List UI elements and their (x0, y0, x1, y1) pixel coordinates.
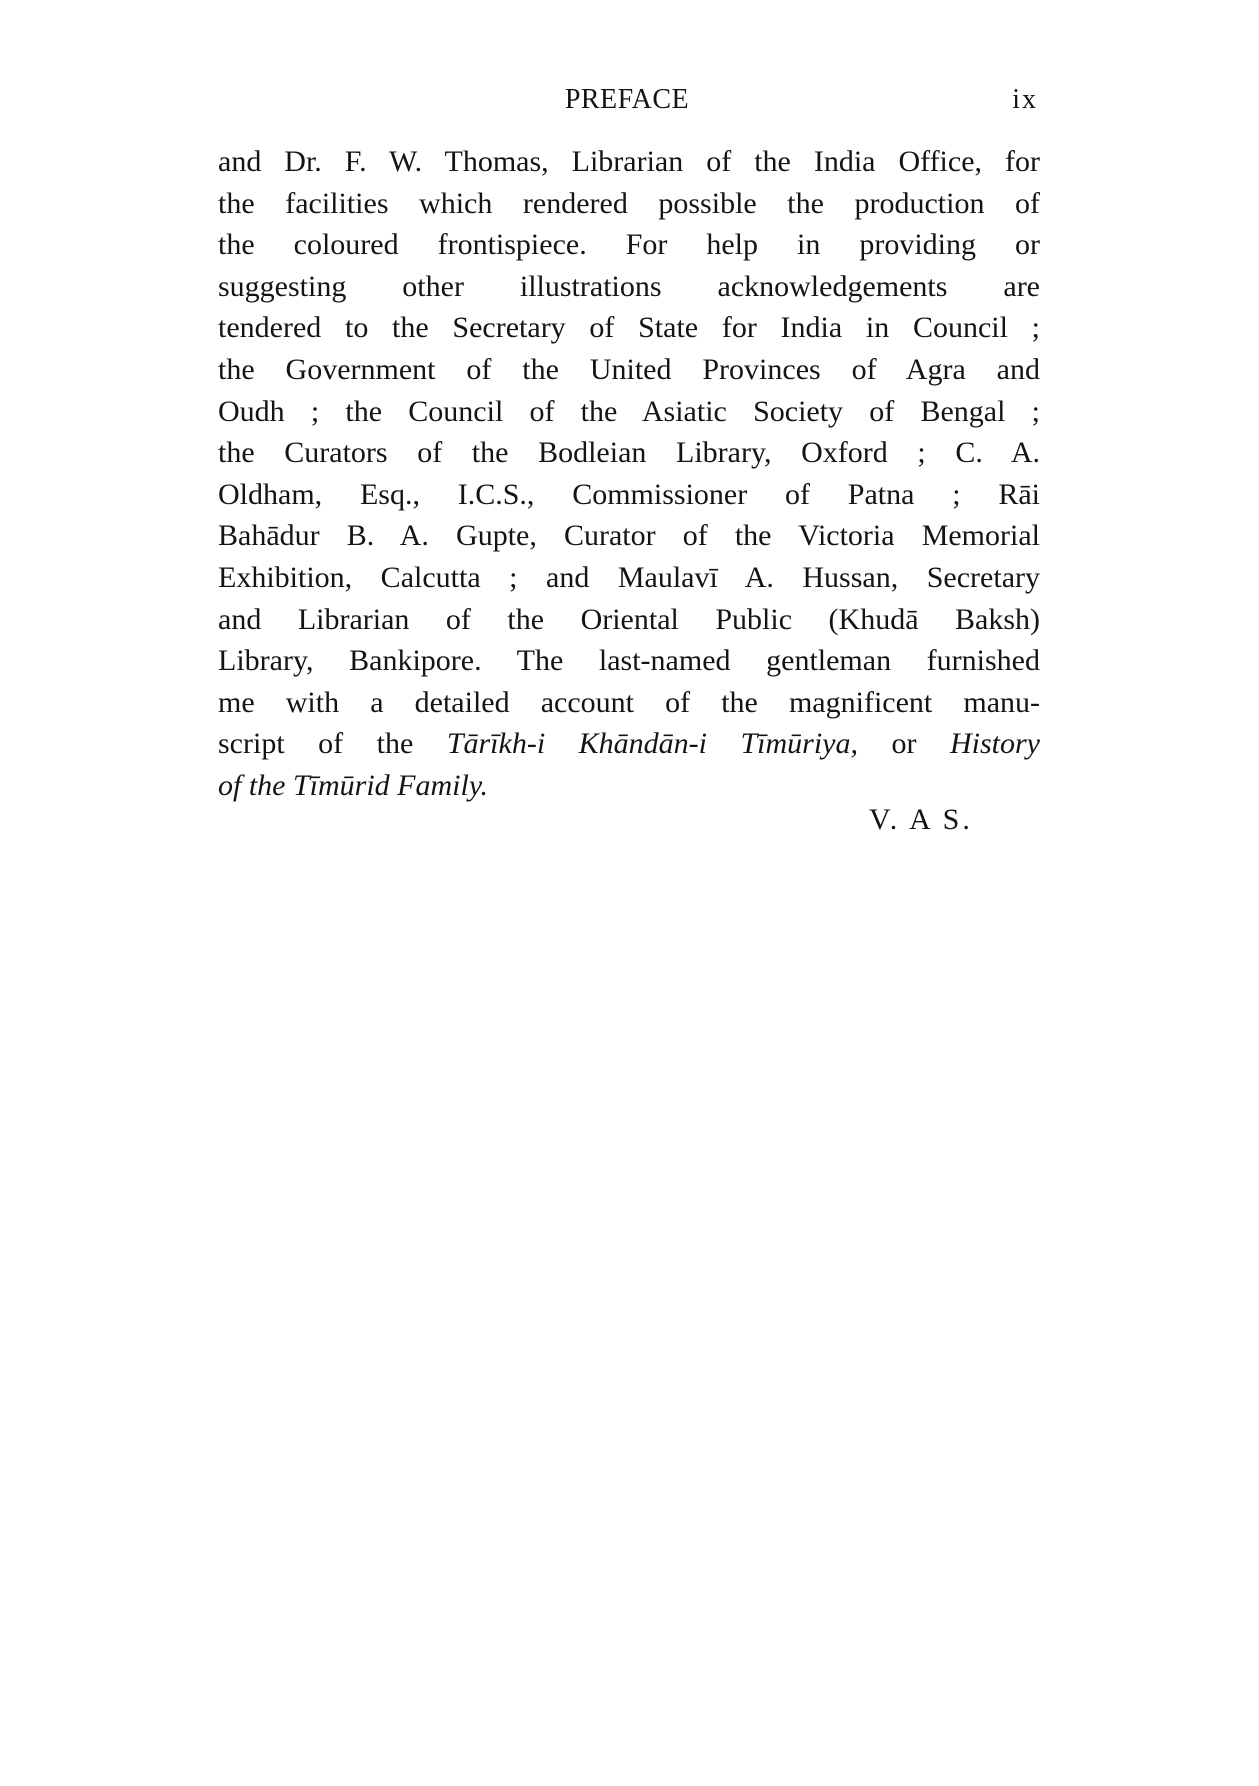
text-line: the Government of the United Provinces of Agra and (218, 352, 1040, 386)
text-line: suggesting other illustrations acknowledgements are (218, 269, 1040, 303)
page-number: ix (1012, 84, 1038, 115)
text-line: and Dr. F. W. Thomas, Librarian of the India Office, for (218, 145, 1040, 178)
text-line: the coloured frontispiece. For help in providing or (218, 228, 1040, 262)
preface-paragraph (218, 141, 1040, 807)
text-segment: script of the (218, 727, 447, 761)
text-line: Exhibition, Calcutta ; and Maulavī A. Hussan, Secretary (218, 560, 1040, 594)
history-title-end: of the Tīmūrid Family. (218, 768, 488, 802)
text-line: Library, Bankipore. The last-named gentleman furnished (218, 644, 1040, 678)
text-line: Bahādur B. A. Gupte, Curator of the Victoria Memorial (218, 519, 1040, 553)
text-line: the facilities which rendered possible the production of (218, 186, 1040, 220)
running-head (216, 84, 1038, 124)
text-line: Oldham, Esq., I.C.S., Commissioner of Patna ; Rāi (218, 477, 1040, 511)
text-segment: or (858, 727, 950, 761)
history-title-start: History (950, 727, 1040, 761)
text-line-with-titles (218, 723, 1040, 765)
text-line: and Librarian of the Oriental Public (Khudā Baksh) (218, 602, 1040, 636)
text-line: tendered to the Secretary of State for India in Council ; (218, 311, 1040, 345)
text-line: the Curators of the Bodleian Library, Oxford ; C. A. (218, 436, 1040, 470)
text-line: Oudh ; the Council of the Asiatic Society of Bengal ; (218, 394, 1040, 428)
manuscript-title: Tārīkh-i Khāndān-i Tīmūriya, (446, 727, 858, 761)
author-initials: V. A S. (869, 803, 973, 836)
text-line: me with a detailed account of the magnificent manu- (218, 685, 1040, 719)
page-title: PREFACE (564, 84, 690, 115)
